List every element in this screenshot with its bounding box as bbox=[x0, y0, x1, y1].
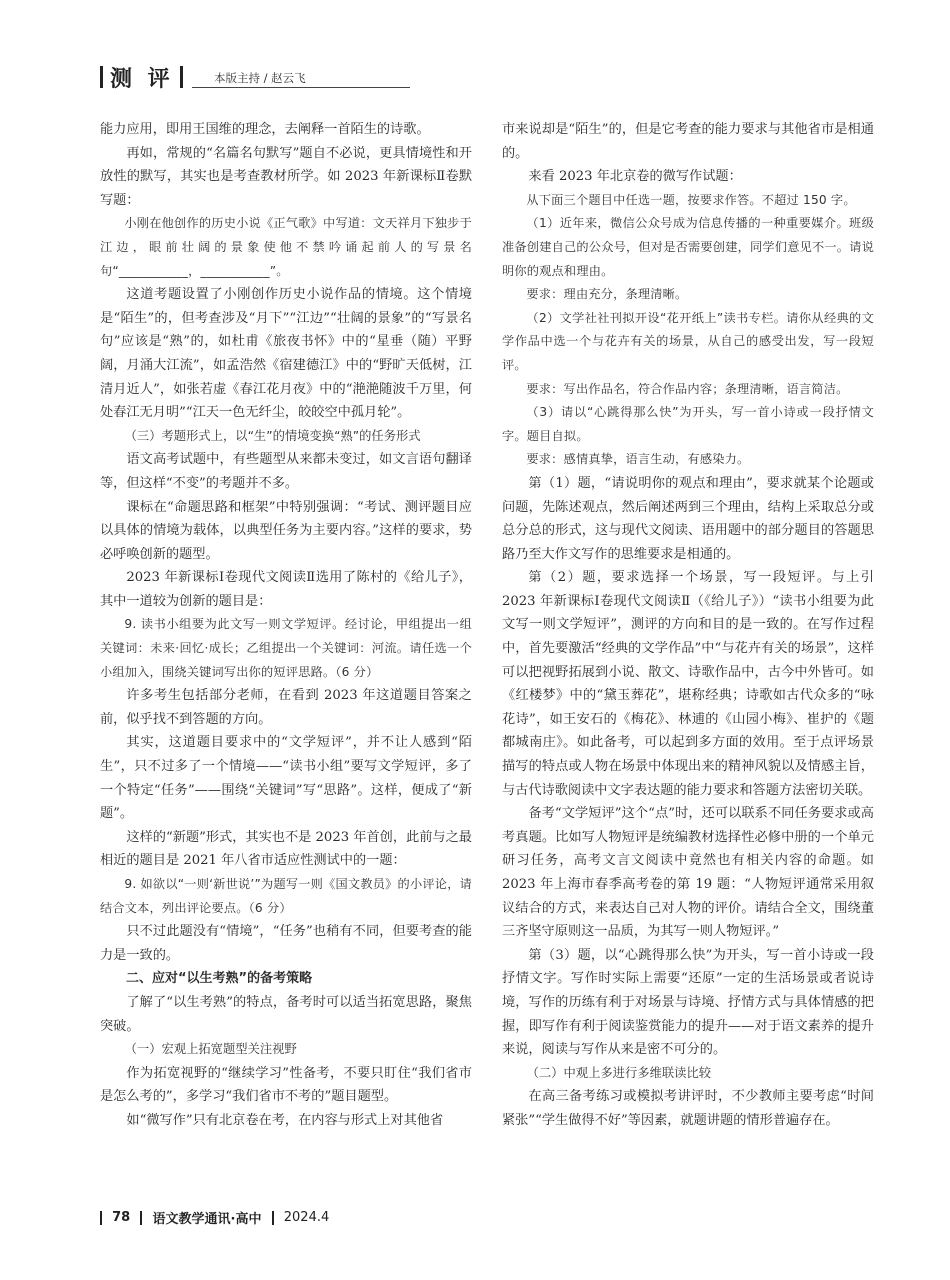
exam-question: （2）文学社社刊拟开设“花开纸上”读书专栏。请你从经典的文学作品中选一个与花卉有关的场景，从自己的感受出发，写一段短评。 bbox=[502, 310, 874, 372]
footer-bar bbox=[272, 1211, 274, 1225]
paragraph: 在高三备考练习或模拟考讲评时，不少教师主要考虑“时间紧张”“学生做得不好”等因素，就题讲题的情形普遍存在。 bbox=[502, 1089, 874, 1128]
paragraph: 语文高考试题中，有些题型从来都未变过，如文言语句翻译等，但这样“不变”的考题并不多。 bbox=[100, 452, 472, 491]
section-heading: 二、应对“以生考熟”的备考策略 bbox=[126, 971, 313, 987]
right-column bbox=[502, 118, 874, 1133]
paragraph: 第（2）题，要求选择一个场景，写一段短评。与上引 2023 年新课标Ⅰ卷现代文阅读Ⅱ（《给儿子》）“读书小组要为此文写一则文学短评”，测评的方向和目的是一致的。在写作过程中，首先要激活“经典的文学作品”中“与花卉有关的场景”，这样可以把视野拓展到小说、散文、诗歌作品中，古今中外皆可。如《红楼梦》中的“黛玉葬花”，堪称经典；诗歌如古代众多的“咏花诗”，如王安石的《梅花》、林逋的《山园小梅》、崔护的《题都城南庄》。如此备考，可以起到多方面的效用。至于点评场景描写的特点或人物在场景中体现出来的精神风貌以及情感主旨，与古代诗歌阅读中文字表达题的能力要求和答题方法密切关联。 bbox=[502, 570, 874, 798]
exam-question: 要求：感情真挚，语言生动，有感染力。 bbox=[526, 452, 750, 467]
footer-bar bbox=[100, 1211, 102, 1225]
paragraph: 第（3）题，以“心跳得那么快”为开头，写一首小诗或一段抒情文字。写作时实际上需要“还原”一定的生活场景或者说诗境，写作的历练有利于对场景与诗境、抒情方式与具体情感的把握，即写作有利于阅读鉴赏能力的提升——对于语文素养的提升来说，阅读与写作从来是密不可分的。 bbox=[502, 947, 874, 1058]
journal-name: 语文教学通讯·高中 bbox=[152, 1212, 262, 1227]
issue-number: 2024.4 bbox=[283, 1210, 330, 1225]
paragraph: 这道考题设置了小刚创作历史小说作品的情境。这个情境是“陌生”的，但考查涉及“月下”“江边”“壮阔的景象”的“写景名句”应该是“熟”的，如杜甫《旅夜书怀》中的“星垂（随）平野阔，月涌大江流”，如孟浩然《宿建德江》中的“野旷天低树，江清月近人”，如张若虚《春江花月夜》中的“滟滟随波千万里，何处春江无月明”“江天一色无纤尘，皎皎空中孤月轮”。 bbox=[100, 287, 472, 421]
paragraph: 课标在“命题思路和框架”中特别强调：“考试、测评题目应以具体的情境为载体，以典型任务为主要内容。”这样的要求，势必呼唤创新的题型。 bbox=[100, 499, 472, 562]
section-title: 测 评 bbox=[110, 67, 174, 92]
paragraph: 第（1）题，“请说明你的观点和理由”，要求就某个论题或问题，先陈述观点，然后阐述两到三个理由，结构上采取总分或总分总的形式，这与现代文阅读、语用题中的部分题目的答题思路乃至大作文写作的思维要求是相通的。 bbox=[502, 475, 874, 562]
subsection-heading: （三）考题形式上，以“生”的情境变换“熟”的任务形式 bbox=[124, 428, 421, 443]
page-header bbox=[100, 62, 860, 92]
page-number: 78 bbox=[112, 1210, 131, 1225]
subsection-heading: （一）宏观上拓宽题型关注视野 bbox=[124, 1042, 297, 1057]
paragraph: 其实，这道题目要求中的“文学短评”，并不让人感到“陌生”，只不过多了一个情境——“读书小组”要写文学短评，多了一个特定“任务”——围绕“关键词”写“思路”。这样，便成了“新题”。 bbox=[100, 735, 472, 822]
paragraph: 如“微写作”只有北京卷在考，在内容与形式上对其他省 bbox=[126, 1112, 444, 1128]
column-host: 本版主持 / 赵云飞 bbox=[214, 71, 306, 85]
header-bar-left bbox=[100, 66, 103, 88]
footer-bar bbox=[140, 1211, 142, 1225]
paragraph: 了解了“以生考熟”的特点，备考时可以适当拓宽思路，聚焦突破。 bbox=[100, 994, 472, 1034]
exam-question: 从下面三个题目中任选一题，按要求作答。不超过 150 字。 bbox=[526, 192, 856, 207]
exam-question: 小刚在他创作的历史小说《正气歌》中写道：文天祥月下独步于江边，眼前壮阔的景象使他不禁吟诵起前人的写景名句“___________，___________”。 bbox=[100, 216, 472, 278]
paragraph: 作为拓宽视野的“继续学习”性备考，不要只盯住“我们省市是怎么考的”，多学习“我们省市不考的”题目题型。 bbox=[100, 1065, 472, 1105]
paragraph: 来看 2023 年北京卷的微写作试题： bbox=[528, 169, 742, 185]
exam-question: 要求：写出作品名，符合作品内容；条理清晰，语言简洁。 bbox=[526, 381, 849, 396]
exam-question: （1）近年来，微信公众号成为信息传播的一种重要媒介。班级准备创建自己的公众号，但对是否需要创建，同学们意见不一。请说明你的观点和理由。 bbox=[502, 216, 874, 278]
subsection-heading: （二）中观上多进行多维联读比较 bbox=[526, 1065, 712, 1080]
paragraph: 能力应用，即用王国维的理念，去阐释一首陌生的诗歌。 bbox=[100, 122, 430, 137]
paragraph: 只不过此题没有“情境”，“任务”也稍有不同，但要考查的能力是一致的。 bbox=[100, 924, 472, 963]
header-rule bbox=[192, 87, 410, 88]
paragraph: 市来说却是“陌生”的，但是它考查的能力要求与其他省市是相通的。 bbox=[502, 122, 874, 161]
paragraph: 这样的“新题”形式，其实也不是 2023 年首创，此前与之最相近的题目是 2021 年八省市适应性测试中的一题： bbox=[100, 829, 472, 869]
paragraph: 再如，常规的“名篇名句默写”题自不必说，更具情境性和开放性的默写，其实也是考查教材所学。如 2023 年新课标Ⅱ卷默写题： bbox=[100, 145, 472, 208]
exam-question: 9. 读书小组要为此文写一则文学短评。经讨论，甲组提出一组关键词：未来·回忆·成长；乙组提出一个关键词：河流。请任选一个小组加入，围绕关键词写出你的短评思路。（6 分） bbox=[100, 617, 472, 679]
paragraph: 许多考生包括部分老师，在看到 2023 年这道题目答案之前，似乎找不到答题的方向。 bbox=[100, 688, 472, 727]
exam-question: 要求：理由充分，条理清晰。 bbox=[526, 287, 688, 302]
paragraph: 备考“文学短评”这个“点”时，还可以联系不同任务要求或高考真题。比如写人物短评是统编教材选择性必修中册的一个单元研习任务，高考文言文阅读中竟然也有相关内容的命题。如 2023 年上海市春季高考卷的第 19 题：“人物短评通常采用叙议结合的方式，来表达自己对人物的评价。请结合全文，围绕董三齐坚守原则这一品质，为其写一则人物短评。” bbox=[502, 806, 874, 940]
paragraph: 2023 年新课标Ⅰ卷现代文阅读Ⅱ选用了陈村的《给儿子》，其中一道较为创新的题目是： bbox=[100, 570, 472, 609]
exam-question: （3）请以“心跳得那么快”为开头，写一首小诗或一段抒情文字。题目自拟。 bbox=[502, 405, 874, 443]
page-footer bbox=[100, 1208, 500, 1230]
exam-question: 9. 如欲以“一则‘新世说’”为题写一则《国文教员》的小评论，请结合文本，列出评论要点。（6 分） bbox=[100, 877, 472, 915]
left-column bbox=[100, 118, 472, 1133]
header-bar-right bbox=[180, 66, 183, 88]
